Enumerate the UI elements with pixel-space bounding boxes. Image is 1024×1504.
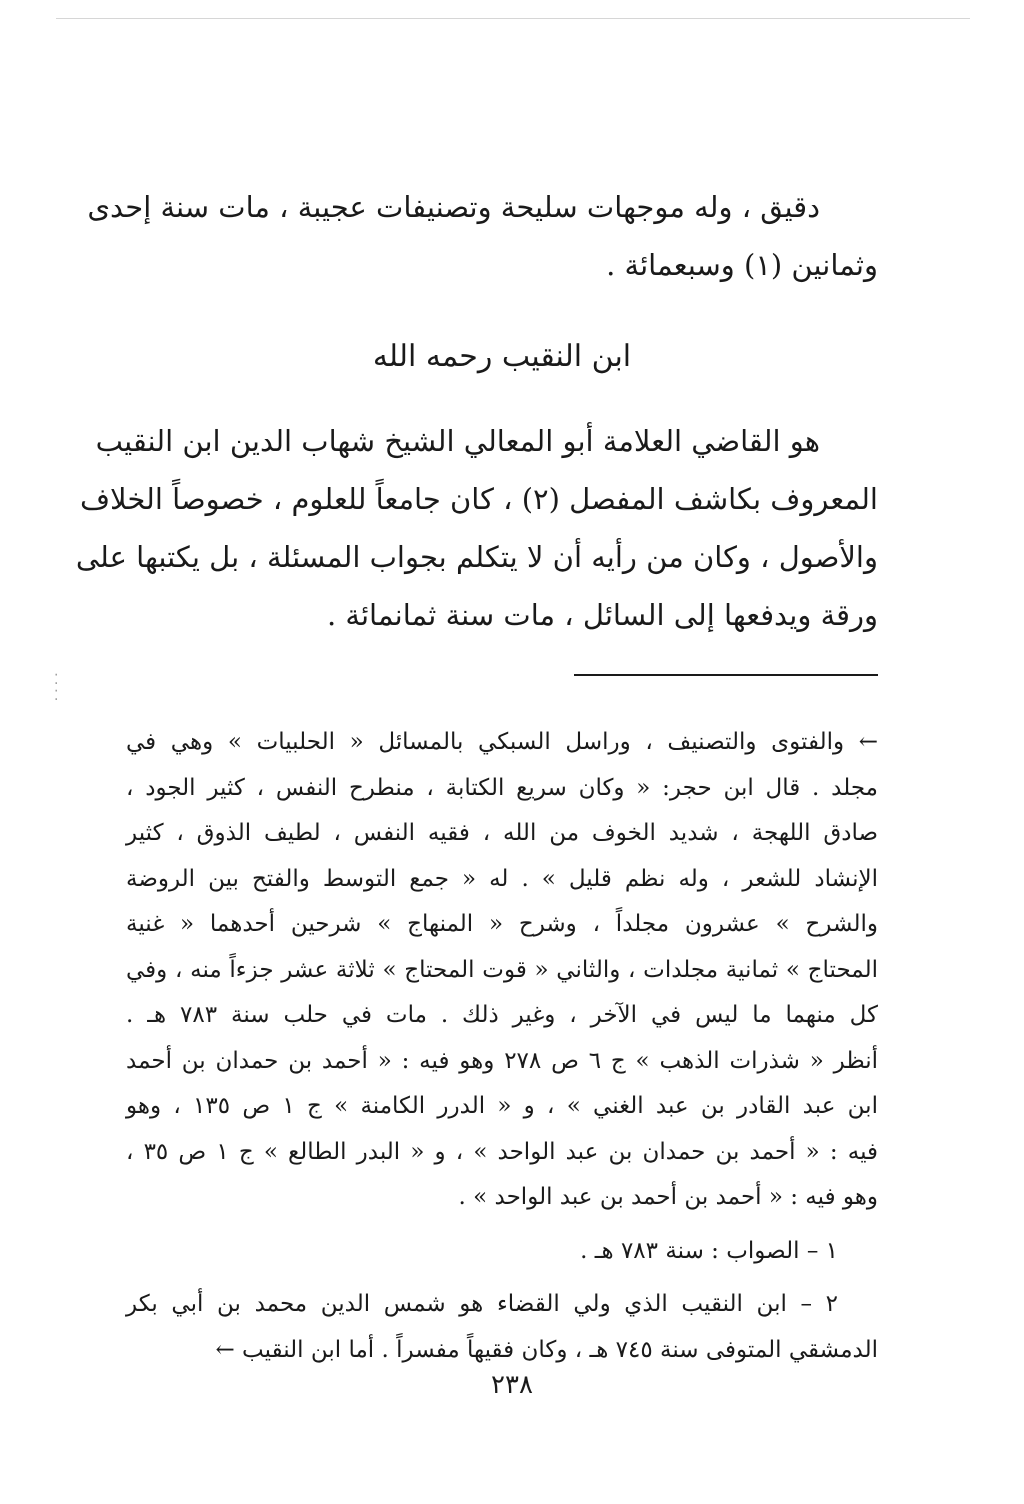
intro-paragraph bbox=[87, 178, 878, 294]
footnote-line: كل منهما ما ليس في الآخر ، وغير ذلك . مات في حلب سنة ٧٨٣ هـ . bbox=[126, 1002, 878, 1028]
margin-scan-mark: ⁚ ⁚ bbox=[54, 672, 59, 704]
entry-paragraph bbox=[75, 412, 878, 644]
entry-line: ورقة ويدفعها إلى السائل ، مات سنة ثمانمائة . bbox=[326, 598, 878, 632]
footnote-1 bbox=[126, 1229, 878, 1275]
footnote-line: الدمشقي المتوفى سنة ٧٤٥ هـ ، وكان فقيهاً مفسراً . أما ابن النقيب ← bbox=[215, 1336, 878, 1363]
entry-heading: ابن النقيب رحمه الله bbox=[372, 339, 632, 374]
footnote-line: ١ – الصواب : سنة ٧٨٣ هـ . bbox=[580, 1237, 838, 1264]
intro-line: وثمانين (١) وسبعمائة . bbox=[606, 248, 878, 282]
footnote-line: والشرح » عشرون مجلداً ، وشرح « المنهاج » شرحين أحدهما « غنية bbox=[126, 911, 878, 937]
footnote-line: صادق اللهجة ، شديد الخوف من الله ، فقيه النفس ، لطيف الذوق ، كثير bbox=[126, 820, 879, 846]
footnote-line: أنظر « شذرات الذهب » ج ٦ ص ٢٧٨ وهو فيه : « أحمد بن حمدان بن أحمد bbox=[126, 1047, 878, 1074]
intro-line: دقيق ، وله موجهات سليحة وتصنيفات عجيبة ، مات سنة إحدى bbox=[87, 190, 820, 224]
footnote-continuation bbox=[126, 720, 878, 1221]
footnote-line: ← والفتوى والتصنيف ، وراسل السبكي بالمسائل « الحلبيات » وهي في bbox=[126, 729, 878, 755]
entry-line: المعروف بكاشف المفصل (٢) ، كان جامعاً للعلوم ، خصوصاً الخلاف bbox=[79, 482, 878, 516]
footnote-2 bbox=[126, 1282, 878, 1373]
footnote-line: المحتاج » ثمانية مجلدات ، والثاني « قوت المحتاج » ثلاثة عشر جزءاً منه ، وفي bbox=[126, 956, 878, 983]
footnote-line: وهو فيه : « أحمد بن أحمد بن عبد الواحد » . bbox=[458, 1184, 878, 1210]
footnote-line: ٢ – ابن النقيب الذي ولي القضاء هو شمس الدين محمد بن أبي بكر bbox=[126, 1291, 838, 1317]
footnote-separator bbox=[574, 674, 878, 676]
entry-line: هو القاضي العلامة أبو المعالي الشيخ شهاب الدين ابن النقيب bbox=[95, 424, 820, 458]
page-number: ٢٣٨ bbox=[491, 1370, 533, 1400]
footnote-line: الإنشاد للشعر ، وله نظم قليل » . له « جمع التوسط والفتح بين الروضة bbox=[126, 865, 878, 892]
top-border-line bbox=[56, 18, 970, 19]
footnote-line: ابن عبد القادر بن عبد الغني » ، و « الدرر الكامنة » ج ١ ص ١٣٥ ، وهو bbox=[126, 1093, 878, 1119]
footnote-line: فيه : « أحمد بن حمدان بن عبد الواحد » ، و « البدر الطالع » ج ١ ص ٣٥ ، bbox=[126, 1138, 879, 1165]
page-body bbox=[75, 178, 879, 1373]
entry-line: والأصول ، وكان من رأيه أن لا يتكلم بجواب المسئلة ، بل يكتبها على bbox=[75, 540, 878, 574]
footnote-line: مجلد . قال ابن حجر: « وكان سريع الكتابة ، منطرح النفس ، كثير الجود ، bbox=[126, 774, 878, 801]
